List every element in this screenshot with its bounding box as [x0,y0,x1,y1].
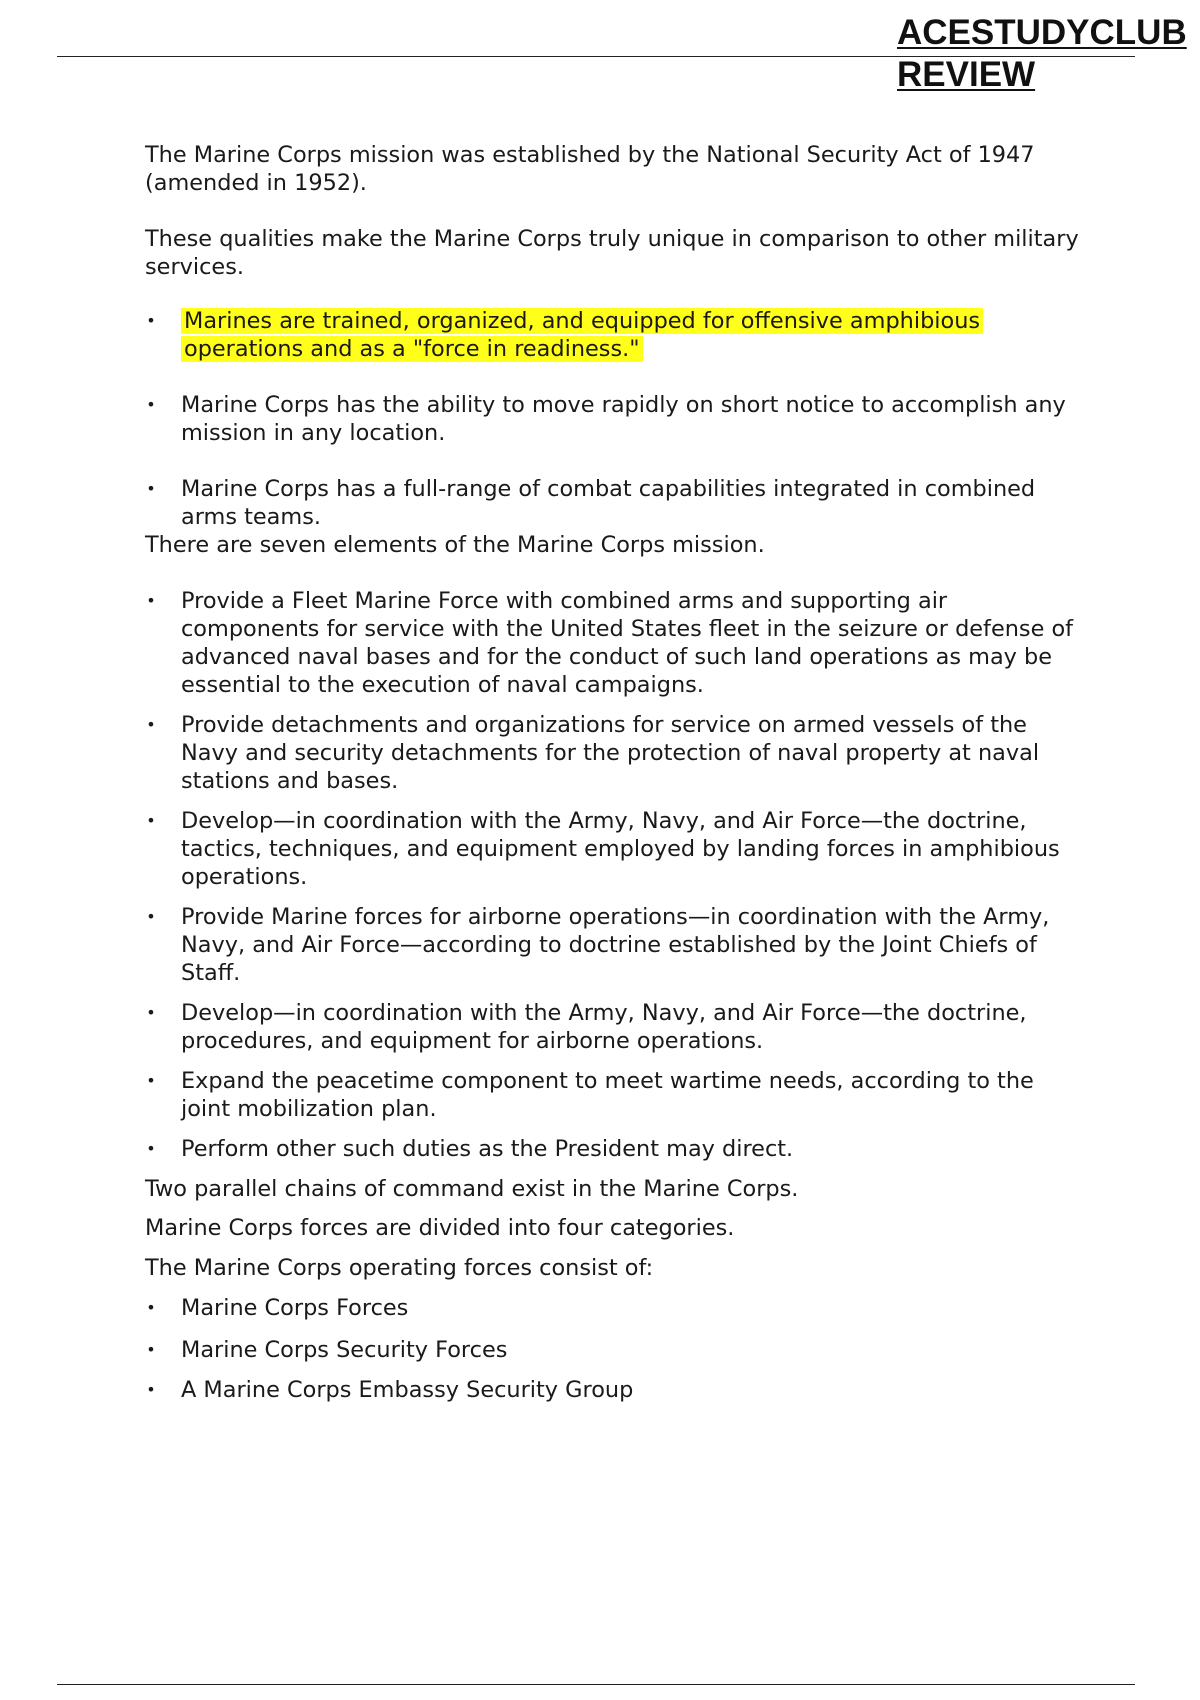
paragraph-chains-of-command: Two parallel chains of command exist in the Marine Corps. [145,1176,799,1202]
bullet-icon: • [146,1380,156,1399]
list-item [145,1294,1085,1322]
list-item-text: Provide detachments and organizations for service on armed vessels of the Navy and security detachments for the protection of naval property at naval stations and bases. [181,712,1040,794]
brand-header [897,12,1187,96]
list-item-text: Marine Corps Forces [181,1295,409,1321]
list-item-text: Marine Corps Security Forces [181,1337,508,1363]
footer-divider [57,1684,1135,1685]
paragraph-force-categories: Marine Corps forces are divided into four categories. [145,1215,735,1241]
list-item [145,475,1085,531]
bullet-icon: • [146,1340,156,1359]
bullet-icon: • [146,1071,156,1090]
bullet-icon: • [146,1298,156,1317]
list-item-text: Provide a Fleet Marine Force with combined arms and supporting air components for service with the United States fleet in the seizure or defense of advanced naval bases and for the conduct of such land operations as may be essential to the execution of naval campaigns. [181,588,1074,698]
list-item [145,391,1085,447]
bullet-icon: • [146,311,156,330]
list-item [145,1376,1085,1404]
list-item [145,307,1085,363]
header-divider [57,56,1135,57]
paragraph-operating-forces: The Marine Corps operating forces consist of: [145,1255,654,1281]
list-item [145,1135,1085,1163]
bullet-icon: • [146,395,156,414]
brand-line-1: ACESTUDYCLUB [897,13,1187,52]
list-item [145,587,1085,699]
list-item-text: Develop—in coordination with the Army, Navy, and Air Force—the doctrine, tactics, techniques, and equipment employed by landing forces in amphibious operations. [181,808,1060,890]
list-item-text: Marine Corps has the ability to move rapidly on short notice to accomplish any mission in any location. [181,392,1066,446]
paragraph-qualities-intro: These qualities make the Marine Corps truly unique in comparison to other military services. [145,226,1079,280]
list-item-text: Develop—in coordination with the Army, Navy, and Air Force—the doctrine, procedures, and equipment for airborne operations. [181,1000,1027,1054]
bullet-icon: • [146,591,156,610]
bullet-icon: • [146,811,156,830]
bullet-icon: • [146,1139,156,1158]
list-item [145,711,1085,795]
list-item [145,807,1085,891]
list-item-text: Perform other such duties as the President may direct. [181,1136,794,1162]
list-item-text: Provide Marine forces for airborne operations—in coordination with the Army, Navy, and Air Force—according to doctrine established by the Joint Chiefs of Staff. [181,904,1050,986]
list-item [145,999,1085,1055]
list-item [145,903,1085,987]
list-item-text: A Marine Corps Embassy Security Group [181,1377,634,1403]
bullet-icon: • [146,715,156,734]
list-item-text: Marine Corps has a full-range of combat capabilities integrated in combined arms teams. [181,476,1036,530]
paragraph-mission-origin: The Marine Corps mission was established by the National Security Act of 1947 (amended in 1952). [145,142,1035,196]
brand-line-2: REVIEW [897,55,1036,94]
list-item [145,1336,1085,1364]
list-item-text: Expand the peacetime component to meet wartime needs, according to the joint mobilization plan. [181,1068,1034,1122]
bullet-icon: • [146,907,156,926]
bullet-icon: • [146,479,156,498]
document-body [145,141,1085,1404]
paragraph-seven-elements: There are seven elements of the Marine Corps mission. [145,532,765,558]
highlighted-text: Marines are trained, organized, and equipped for offensive amphibious operations and as a "force in readiness." [181,308,983,362]
bullet-icon: • [146,1003,156,1022]
list-item [145,1067,1085,1123]
